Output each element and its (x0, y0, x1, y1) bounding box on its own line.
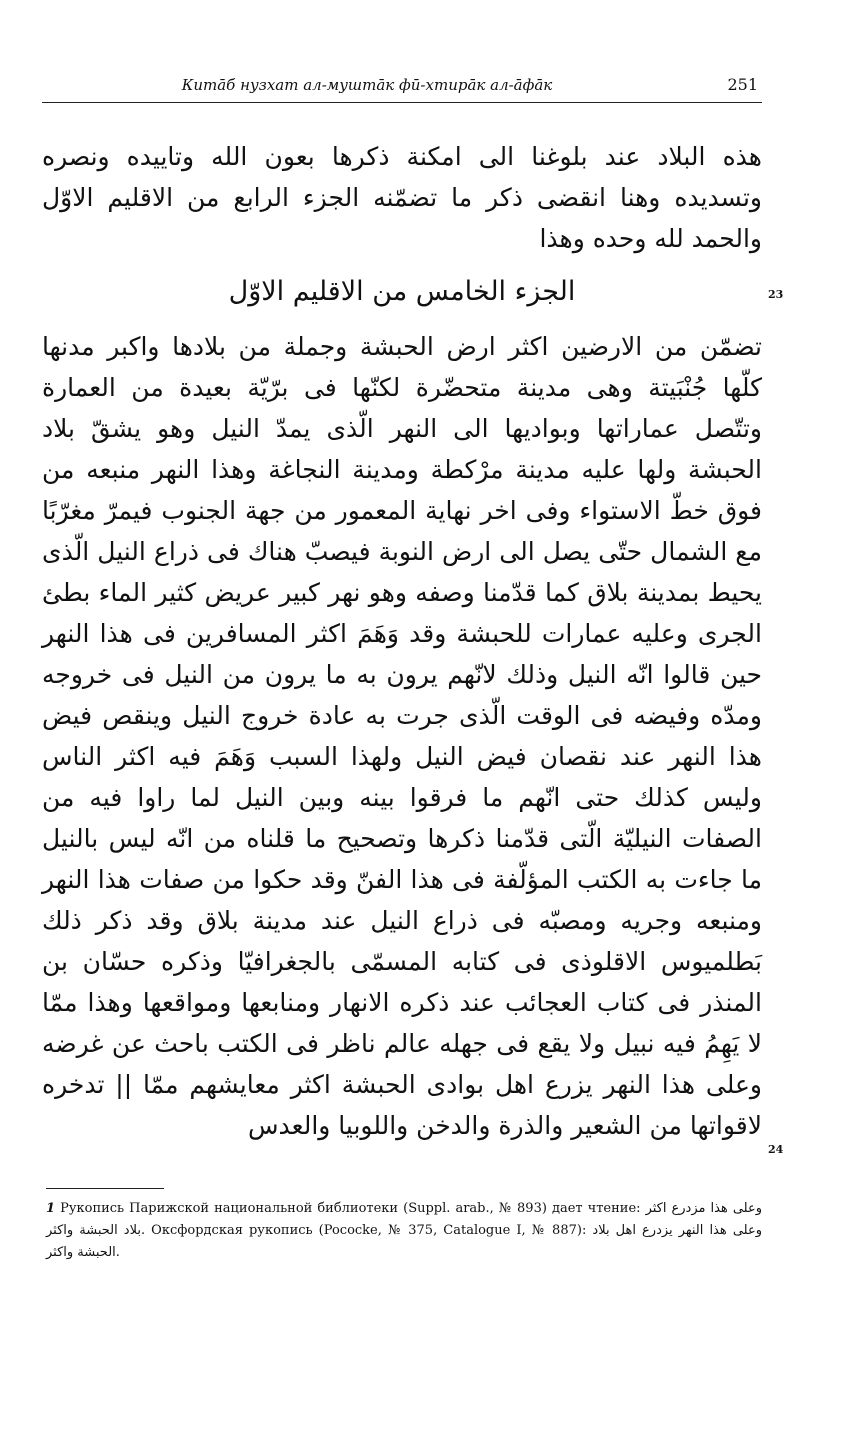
footnote-arabic-b: وعلى هذا النهر يزدرع اهل بلاد الحبشة واكثر (46, 1223, 762, 1260)
footnote-text-b: . Оксфордская рукопись (Pococke, № 375, Catalogue I, № 887): (140, 1223, 587, 1238)
running-head (42, 72, 762, 103)
footnote-mark: 1 (46, 1201, 56, 1216)
footnote-rule (46, 1188, 164, 1189)
footnote (46, 1198, 762, 1264)
footnote-text-c: . (115, 1245, 120, 1260)
margin-marker-23: 23 (768, 288, 784, 301)
margin-marker-24: 24 (768, 1143, 784, 1156)
footnote-arabic-a: وعلى هذا مزدرع اكثر بلاد الحبشة واكثر (46, 1201, 762, 1238)
paragraph-intro: هذه البلاد عند بلوغنا الى امكنة ذكرها بعون الله وتاييده ونصره وتسديده وهنا انقضى ذكر ما تضمّنه الجزء الرابع من الاقليم الاوّل والحمد لله وحده وهذا (42, 142, 762, 253)
running-title: Китāб нузхат ал-муштāк фӣ-хтирāк ал-āфāк (181, 76, 553, 94)
footnote-text-a: Рукопись Парижской национальной библиотеки (Suppl. arab., № 893) дает чтение: (60, 1201, 641, 1216)
page-number: 251 (727, 75, 758, 94)
chapter-heading: الجزء الخامس من الاقليم الاوّل (228, 276, 576, 307)
paragraph-main: تضمّن من الارضين اكثر ارض الحبشة وجملة من بلادها واكبر مدنها كلّها جُنْبَيتة وهى مدينة متحضّرة لكنّها فى برّيّة بعيدة من العمارة وتتّصل عماراتها وبواديها الى النهر الّذى يمدّ النيل وهو يشقّ بلاد الحبشة ولها عليه مدينة مرْكطة ومدينة النجاغة وهذا النهر منبعه من فوق خطّ الاستواء وفى اخر نهاية المعمور من جهة الجنوب فيمرّ مغرّبًا مع الشمال حتّى يصل الى ارض النوبة فيصبّ هناك فى ذراع النيل الّذى يحيط بمدينة بلاق كما قدّمنا وصفه وهو نهر كبير عريض كثير الماء بطئ الجرى وعليه عمارات للحبشة وقد وَهَمَ اكثر المسافرين فى هذا النهر حين قالوا انّه النيل وذلك لانّهم يرون به ما يرون من النيل فى خروجه ومدّه وفيضه فى الوقت الّذى جرت به عادة خروج النيل وينقص فيض هذا النهر عند نقصان فيض النيل ولهذا السبب وَهَمَ فيه اكثر الناس وليس كذلك حتى انّهم ما فرقوا بينه وبين النيل لما راوا فيه من الصفات النيليّة الّتى قدّمنا ذكرها وتصحيح ما قلناه من انّه ليس بالنيل ما جاءت به الكتب المؤلّفة فى هذا الفنّ وقد حكوا من صفات هذا النهر ومنبعه وجريه ومصبّه فى ذراع النيل عند مدينة بلاق وقد ذكر ذلك بَطلميوس الاقلوذى فى كتابه المسمّى بالجغرافيّا وذكره حسّان بن المنذر فى كتاب العجائب عند ذكره الانهار ومنابعها ومواقعها وهذا ممّا لا يَهِمُ فيه نبيل ولا يقع فى جهله عالم ناظر فى الكتب باحث عن غرضه وعلى هذا النهر يزرع اهل بوادى الحبشة اكثر معايشهم ممّا || تدخره لاقواتها من الشعير والذرة والدخن واللوبيا والعدس (42, 332, 762, 1140)
